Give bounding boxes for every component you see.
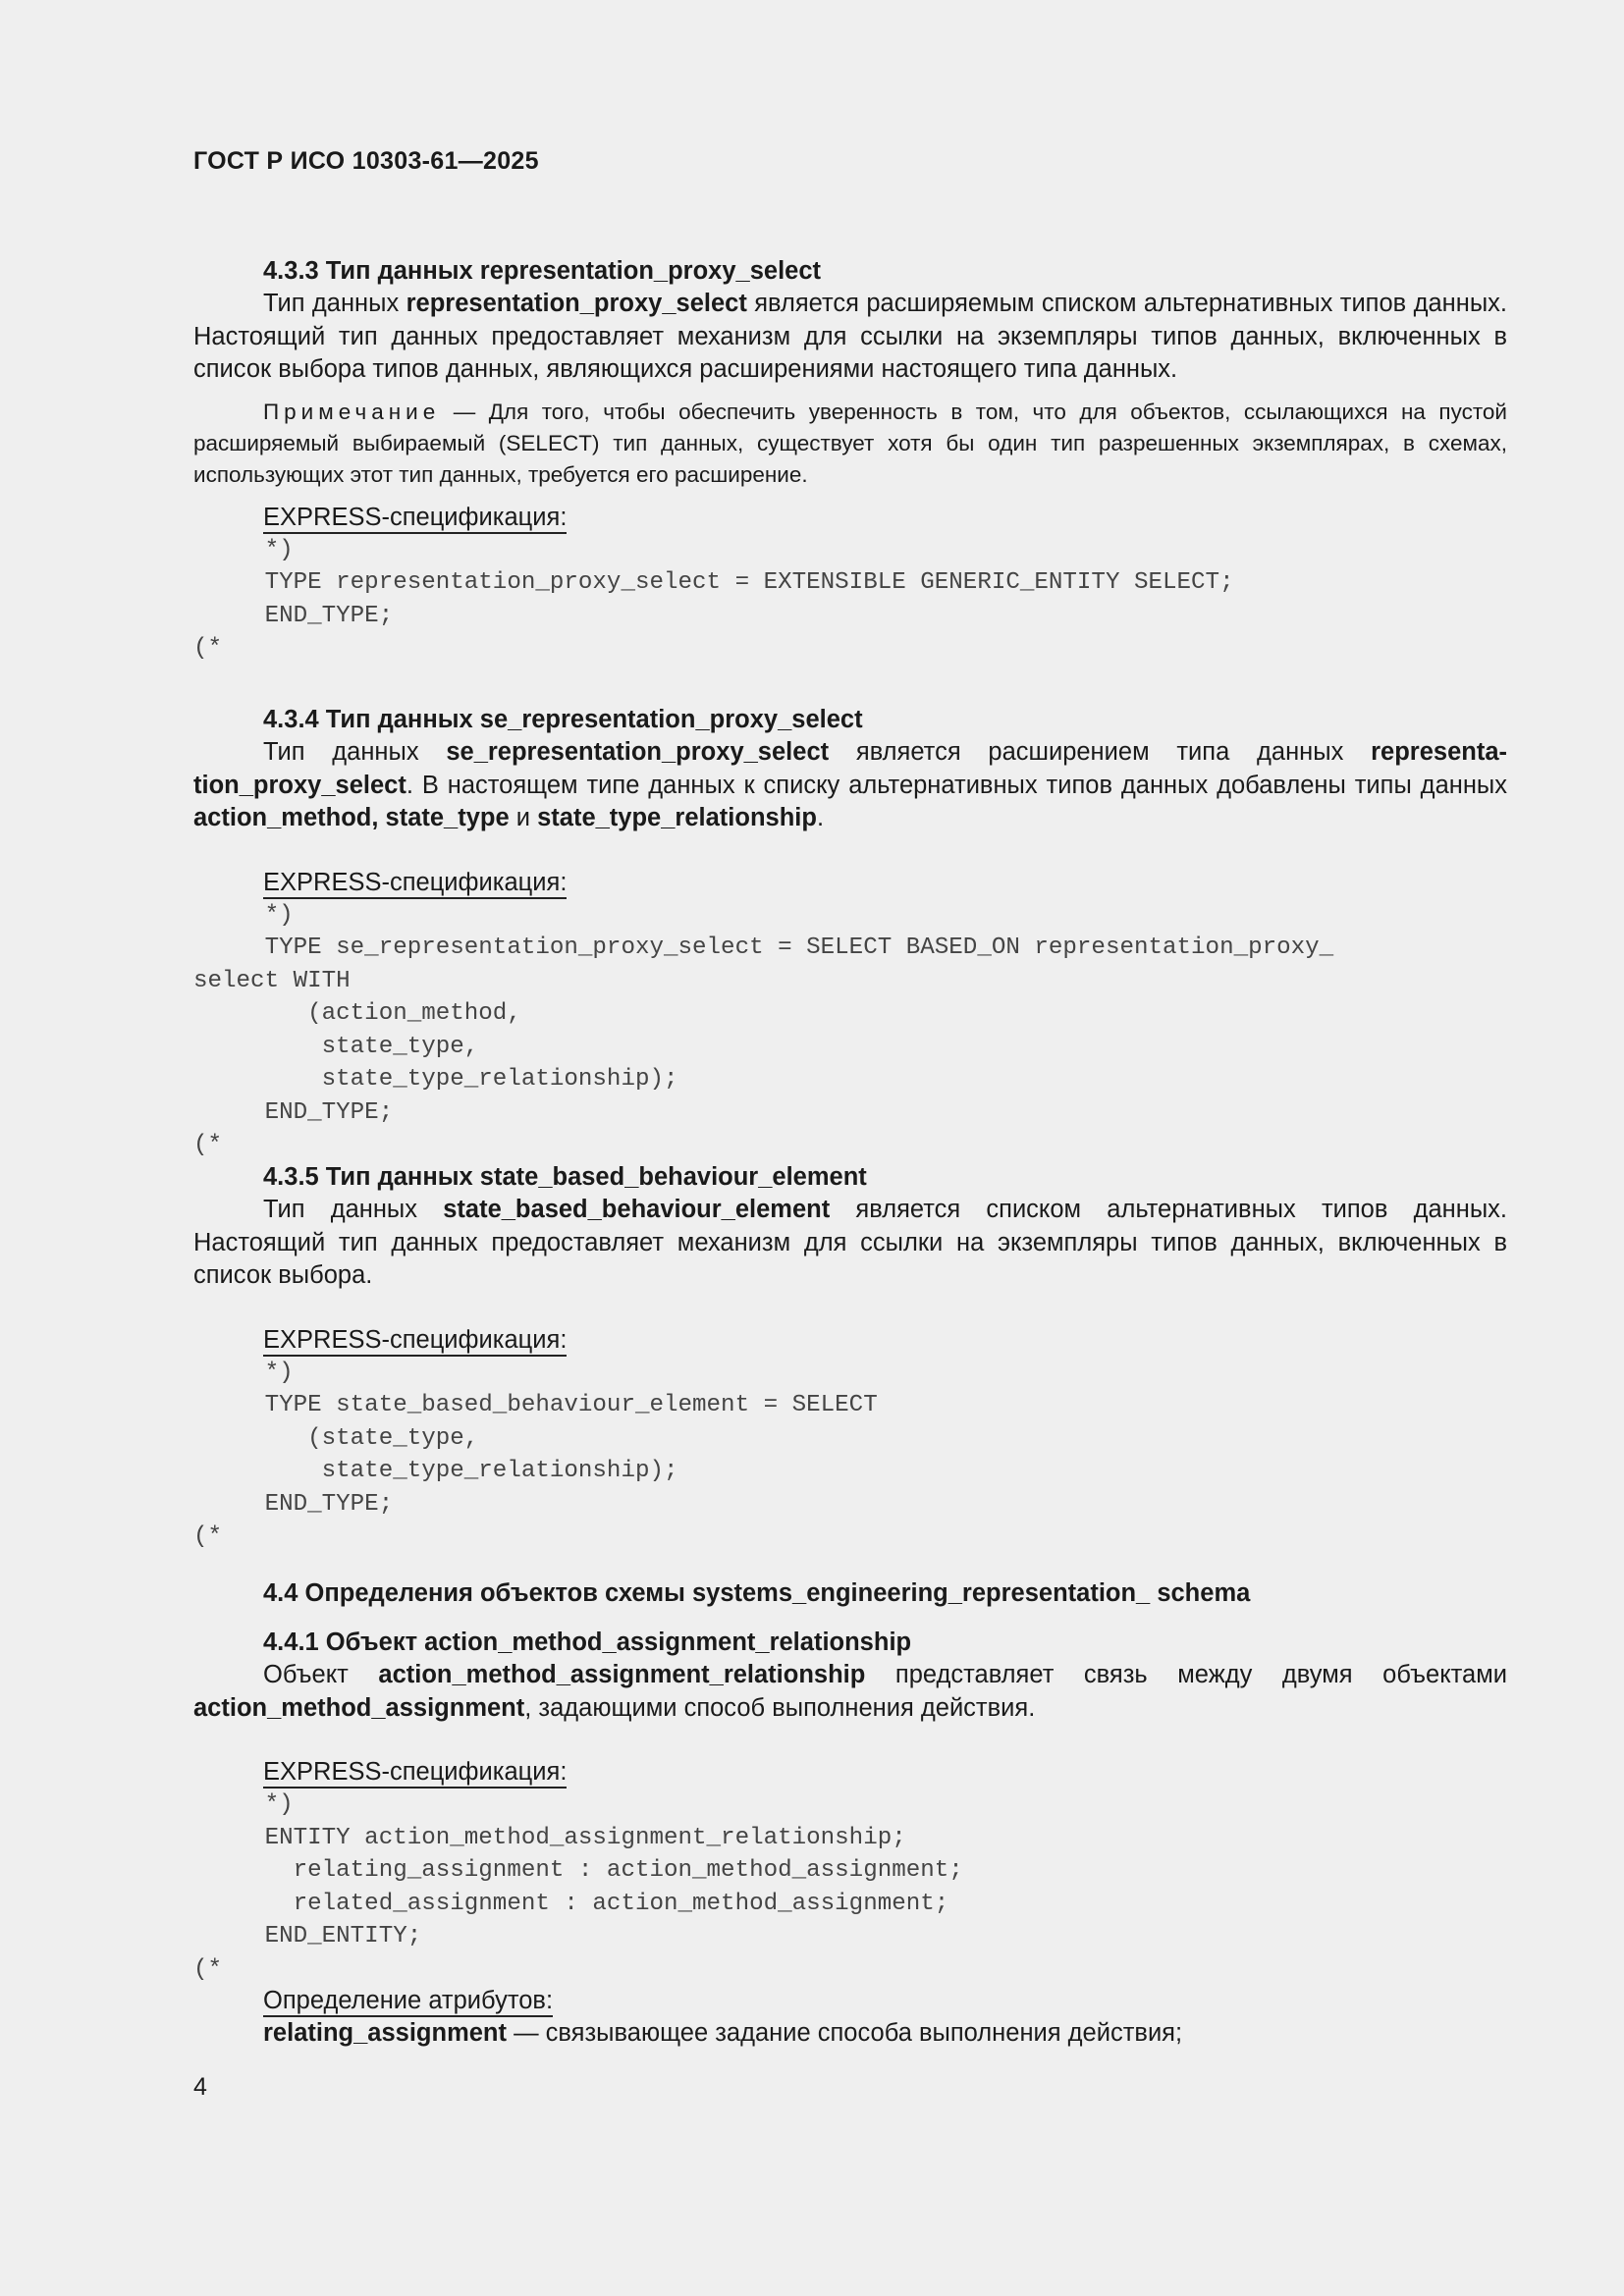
term: action_method, state_type: [193, 804, 510, 831]
page-number: 4: [193, 2073, 207, 2101]
text: Объект: [263, 1661, 379, 1688]
section-4-3-4: [193, 704, 1507, 1162]
express-code: *) TYPE state_based_behaviour_element = SELECT (state_type, state_type_relationship); END_TYPE; (*: [193, 1359, 878, 1550]
text: является списком альтернативных типов данных. Настоящий тип данных предоставляет механизм для ссылки на экземпляры типов данных, включенных в список выбора.: [193, 1196, 1507, 1289]
section-4-4: [193, 1577, 1507, 1610]
text: и: [509, 804, 538, 831]
term: representa-tion_proxy_select: [193, 738, 1507, 799]
attribute-definition: [193, 2017, 1507, 2051]
section-heading: 4.3.3 Тип данных representation_proxy_select: [263, 257, 822, 285]
express-code: *) TYPE se_representation_proxy_select = SELECT BASED_ON representation_proxy_ select WITH (action_method, state_type, state_type_relationship); END_TYPE; (*: [193, 901, 1334, 1158]
section-heading: 4.3.5 Тип данных state_based_behaviour_element: [263, 1163, 867, 1191]
paragraph: [193, 1659, 1507, 1725]
section-heading: 4.4 Определения объектов схемы systems_engineering_representation_ schema: [263, 1579, 1251, 1607]
section-heading: 4.4.1 Объект action_method_assignment_relationship: [263, 1629, 912, 1656]
term: state_type_relationship: [537, 804, 817, 831]
section-4-4-1: [193, 1627, 1507, 2051]
paragraph: [193, 1194, 1507, 1293]
attribute-name: relating_assignment: [263, 2019, 507, 2047]
note-text: — Для того, чтобы обеспечить уверенность в том, что для объектов, ссылающихся на пустой расширяемый выбираемый (SELECT) тип данных, существует хотя бы один тип разрешенных экземплярах, в схемах, использующих этот тип данных, требуется его расширение.: [193, 399, 1507, 487]
text: Тип данных: [263, 290, 406, 317]
text: является расширением типа данных: [829, 738, 1372, 766]
note-label: Примечание: [263, 399, 441, 424]
attribute-text: — связывающее задание способа выполнения действия;: [507, 2019, 1183, 2047]
express-spec-label: EXPRESS-спецификация:: [263, 1757, 567, 1789]
document-header: ГОСТ Р ИСО 10303-61—2025: [193, 147, 539, 175]
text: представляет связь между двумя объектами: [865, 1661, 1507, 1688]
term: state_based_behaviour_element: [443, 1196, 831, 1223]
paragraph: [193, 288, 1507, 387]
term: action_method_assignment_relationship: [378, 1661, 866, 1688]
term: action_method_assignment: [193, 1693, 525, 1722]
text: , задающими способ выполнения действия.: [524, 1693, 1036, 1722]
term: se_representation_proxy_select: [446, 738, 830, 766]
note: [193, 397, 1507, 491]
text: .: [816, 804, 825, 831]
text: . В настоящем типе данных к списку альтернативных типов данных добавлены типы данных: [406, 771, 1507, 799]
section-heading: 4.3.4 Тип данных se_representation_proxy_select: [263, 706, 863, 733]
paragraph: [193, 736, 1507, 835]
express-spec-label: EXPRESS-спецификация:: [263, 1325, 567, 1357]
express-code: *) TYPE representation_proxy_select = EXTENSIBLE GENERIC_ENTITY SELECT; END_TYPE; (*: [193, 536, 1234, 662]
attributes-definition-title: Определение атрибутов:: [263, 1986, 553, 2017]
express-code: *) ENTITY action_method_assignment_relationship; relating_assignment : action_method_assignment; related_assignment : action_method_assignment; END_ENTITY; (*: [193, 1791, 963, 1983]
text: является расширяемым списком альтернативных типов данных. Настоящий тип данных предоставляет механизм для ссылки на экземпляры типов данных, включенных в список выбора типов данных, являющихся расширениями настоящего типа данных.: [193, 290, 1507, 383]
text: Тип данных: [263, 1196, 444, 1223]
text: Тип данных: [263, 738, 447, 766]
term: representation_proxy_select: [406, 290, 747, 317]
section-4-3-3: [193, 255, 1507, 666]
section-4-3-5: [193, 1161, 1507, 1554]
express-spec-label: EXPRESS-спецификация:: [263, 868, 567, 899]
express-spec-label: EXPRESS-спецификация:: [263, 503, 567, 534]
